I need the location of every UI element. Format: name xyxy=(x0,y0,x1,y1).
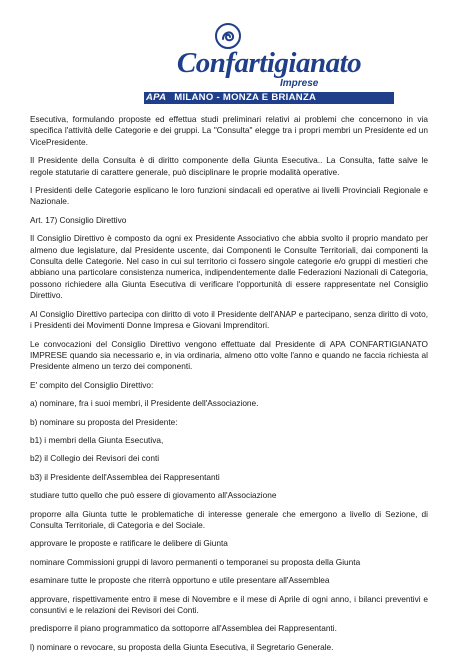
document-body xyxy=(30,114,428,660)
list-item: predisporre il piano programmatico da sottoporre all'Assemblea dei Rappresentanti. xyxy=(30,623,337,634)
list-item: esaminare tutte le proposte che riterrà opportuno e utile presentare all'Assemblea xyxy=(30,575,330,586)
paragraph: Le convocazioni del Consiglio Direttivo vengono effettuate dal Presidente di APA CONFARTIGIANATO IMPRESE quando sia necessario e, in via ordinaria, almeno otto volte l'anno e quando ne faccia richiesta al Presidente almeno un terzo dei componenti. xyxy=(30,338,428,372)
paragraph: Al Consiglio Direttivo partecipa con diritto di voto il Presidente dell'ANAP e partecipano, senza diritto di voto, i Presidenti dei Movimenti Donne Impresa e Giovani Imprenditori. xyxy=(30,308,428,331)
list-item: b) nominare su proposta del Presidente: xyxy=(30,416,178,427)
list-item: a) nominare, fra i suoi membri, il Presidente dell'Associazione. xyxy=(30,398,259,409)
paragraph: Esecutiva, formulando proposte ed effettua studi preliminari relativi ai problemi che concernono in via specifica l'attività delle Categorie e dei gruppi. La "Consulta" elegge tra i propri membri un Presidente ed un VicePresidente. xyxy=(30,114,428,147)
logo-location-band xyxy=(144,92,394,104)
list-item: b1) i membri della Giunta Esecutiva, xyxy=(30,434,164,445)
list-item: studiare tutto quello che può essere di giovamento all'Associazione xyxy=(30,490,277,501)
list-item: proporre alla Giunta tutte le problematiche di interesse generale che emergono a livello di Sezione, di Consulta Territoriale, di Categoria e del Sociale. xyxy=(30,508,428,530)
logo-sub-text: Imprese xyxy=(280,78,319,89)
list-item: b2) il Collegio dei Revisori dei conti xyxy=(30,453,160,464)
list-item: approvare, rispettivamente entro il mese di Novembre e il mese di Aprile di ogni anno, i bilanci preventivi e consuntivi e le relazioni dei Revisori dei Conti. xyxy=(30,593,428,615)
section-heading: Art. 17) Consiglio Direttivo xyxy=(30,214,127,225)
logo-apa-text: APA xyxy=(146,92,167,103)
list-item: l) nominare o revocare, su proposta della Giunta Esecutiva, il Segretario Generale. xyxy=(30,641,334,652)
logo-location-text: MILANO - MONZA E BRIANZA xyxy=(174,92,317,103)
swirl-emblem-icon xyxy=(214,22,242,50)
confartigianato-logo xyxy=(130,22,408,104)
list-item: approvare le proposte e ratificare le delibere di Giunta xyxy=(30,538,228,549)
list-item: nominare Commissioni gruppi di lavoro permanenti o temporanei su proposta della Giunta xyxy=(30,556,361,567)
list-item: b3) il Presidente dell'Assemblea dei Rappresentanti xyxy=(30,471,220,482)
paragraph: E' compito del Consiglio Direttivo: xyxy=(30,379,154,390)
paragraph: Il Consiglio Direttivo è composto da ogni ex Presidente Associativo che abbia svolto il proprio mandato per almeno due legislature, dal Presidente uscente, dai Componenti le Consulte Territoriali, dai componenti la Consulta delle Categorie. Nel caso in cui sul territorio ci fossero singole categorie e/o gruppi di mestieri che abbiano una particolare consistenza numerica, indipendentemente dalle Federazioni Nazionali di Categoria, possono richiedere alla Giunta Esecutiva di verificare l'opportunità di essere rappresentate nel Consiglio Direttivo. xyxy=(30,233,428,301)
paragraph: I Presidenti delle Categorie esplicano le loro funzioni sindacali ed operative ai livelli Provinciali Regionale e Nazionale. xyxy=(30,185,428,207)
logo-brand-text: Confartigianato xyxy=(176,47,362,79)
paragraph: Il Presidente della Consulta è di diritto componente della Giunta Esecutiva.. La Consulta, fatte salve le regole statutarie di carattere generale, può disciplinare le proprie modalità operative. xyxy=(30,155,428,177)
